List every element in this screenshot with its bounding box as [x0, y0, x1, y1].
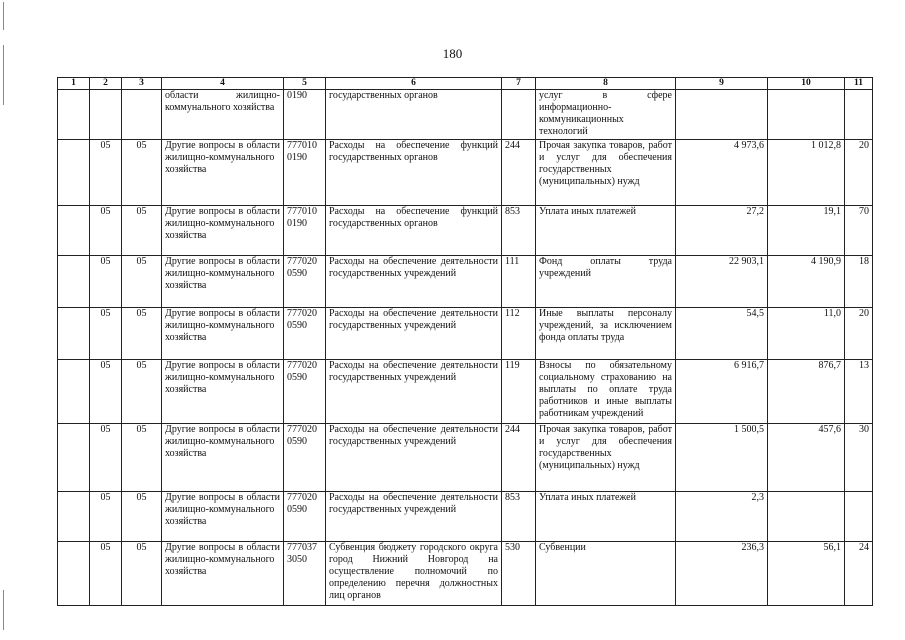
cell-target-code: 777010 0190 — [284, 140, 326, 206]
budget-table — [57, 77, 873, 606]
cell-subsection-name: Другие вопросы в области жилищно-коммунального хозяйства — [162, 206, 284, 256]
header-col-11: 11 — [845, 78, 873, 90]
cell-target-name: Расходы на обеспечение деятельности государственных учреждений — [326, 424, 502, 492]
cell-target-name: Расходы на обеспечение деятельности государственных учреждений — [326, 492, 502, 542]
cell-percent: 20 — [845, 308, 873, 360]
cell-amount-plan: 6 916,7 — [676, 360, 768, 424]
table-row — [58, 140, 873, 206]
cell-target-name: Субвенция бюджету городского округа город Нижний Новгород на осуществление полномочий по определению перечня должностных лиц органов — [326, 542, 502, 606]
cell-expense-type-code: 244 — [502, 424, 536, 492]
cell-expense-type-name: Взносы по обязательному социальному страхованию на выплаты по оплате труда работников и иные выплаты работникам учреждений — [536, 360, 676, 424]
cell-target-code: 777037 3050 — [284, 542, 326, 606]
cell-subsection — [122, 90, 162, 140]
cell-amount-actual: 876,7 — [768, 360, 845, 424]
table-row — [58, 360, 873, 424]
cell-amount-plan: 54,5 — [676, 308, 768, 360]
cell-section: 05 — [90, 424, 122, 492]
cell-expense-type-code: 119 — [502, 360, 536, 424]
cell-col-1 — [58, 424, 90, 492]
cell-subsection-name: Другие вопросы в области жилищно-коммунального хозяйства — [162, 360, 284, 424]
header-col-3: 3 — [122, 78, 162, 90]
table-row — [58, 206, 873, 256]
cell-subsection: 05 — [122, 360, 162, 424]
cell-expense-type-name: Прочая закупка товаров, работ и услуг для обеспечения государственных (муниципальных) нужд — [536, 140, 676, 206]
header-col-6: 6 — [326, 78, 502, 90]
cell-target-code: 777020 0590 — [284, 492, 326, 542]
cell-section: 05 — [90, 256, 122, 308]
cell-amount-actual: 457,6 — [768, 424, 845, 492]
cell-amount-actual — [768, 492, 845, 542]
cell-subsection-name: Другие вопросы в области жилищно-коммунального хозяйства — [162, 140, 284, 206]
cell-section: 05 — [90, 492, 122, 542]
table-row — [58, 308, 873, 360]
cell-subsection-name: Другие вопросы в области жилищно-коммунального хозяйства — [162, 542, 284, 606]
cell-target-name: Расходы на обеспечение функций государственных органов — [326, 140, 502, 206]
cell-amount-plan: 236,3 — [676, 542, 768, 606]
cell-expense-type-name: Фонд оплаты труда учреждений — [536, 256, 676, 308]
cell-percent — [845, 492, 873, 542]
cell-target-code: 777020 0590 — [284, 360, 326, 424]
cell-subsection-name: Другие вопросы в области жилищно-коммунального хозяйства — [162, 308, 284, 360]
table-row — [58, 256, 873, 308]
header-col-9: 9 — [676, 78, 768, 90]
cell-col-1 — [58, 206, 90, 256]
cell-target-code: 777020 0590 — [284, 256, 326, 308]
cell-amount-actual: 19,1 — [768, 206, 845, 256]
header-col-1: 1 — [58, 78, 90, 90]
cell-subsection: 05 — [122, 492, 162, 542]
cell-amount-actual: 56,1 — [768, 542, 845, 606]
cell-section: 05 — [90, 360, 122, 424]
cell-target-name: Расходы на обеспечение деятельности государственных учреждений — [326, 308, 502, 360]
cell-expense-type-code: 111 — [502, 256, 536, 308]
cell-target-code: 777020 0590 — [284, 424, 326, 492]
cell-amount-actual: 11,0 — [768, 308, 845, 360]
cell-amount-plan: 2,3 — [676, 492, 768, 542]
header-col-4: 4 — [162, 78, 284, 90]
cell-amount-plan — [676, 90, 768, 140]
header-row — [58, 78, 873, 90]
table-row — [58, 492, 873, 542]
table-row — [58, 542, 873, 606]
cell-expense-type-code: 112 — [502, 308, 536, 360]
cell-section: 05 — [90, 206, 122, 256]
cell-section: 05 — [90, 308, 122, 360]
cell-col-1 — [58, 492, 90, 542]
cell-percent: 18 — [845, 256, 873, 308]
cell-expense-type-code: 244 — [502, 140, 536, 206]
scan-margin-mark-bottom — [3, 590, 4, 630]
cell-percent: 30 — [845, 424, 873, 492]
cell-target-name: государственных органов — [326, 90, 502, 140]
cell-amount-actual — [768, 90, 845, 140]
cell-percent: 24 — [845, 542, 873, 606]
cell-expense-type-name: Прочая закупка товаров, работ и услуг для обеспечения государственных (муниципальных) нужд — [536, 424, 676, 492]
cell-subsection-name: Другие вопросы в области жилищно-коммунального хозяйства — [162, 424, 284, 492]
cell-subsection: 05 — [122, 140, 162, 206]
cell-expense-type-name: Уплата иных платежей — [536, 492, 676, 542]
cell-expense-type-name: Субвенции — [536, 542, 676, 606]
cell-percent: 70 — [845, 206, 873, 256]
table-row — [58, 90, 873, 140]
cell-expense-type-code: 853 — [502, 206, 536, 256]
header-col-2: 2 — [90, 78, 122, 90]
cell-amount-plan: 27,2 — [676, 206, 768, 256]
cell-target-name: Расходы на обеспечение функций государственных органов — [326, 206, 502, 256]
cell-subsection-name: области жилищно-коммунального хозяйства — [162, 90, 284, 140]
cell-subsection: 05 — [122, 542, 162, 606]
cell-amount-plan: 1 500,5 — [676, 424, 768, 492]
cell-amount-actual: 1 012,8 — [768, 140, 845, 206]
cell-col-1 — [58, 140, 90, 206]
cell-section — [90, 90, 122, 140]
cell-amount-plan: 22 903,1 — [676, 256, 768, 308]
cell-subsection: 05 — [122, 308, 162, 360]
page-number: 180 — [442, 46, 463, 61]
cell-expense-type-code — [502, 90, 536, 140]
cell-subsection: 05 — [122, 206, 162, 256]
header-col-7: 7 — [502, 78, 536, 90]
table-row — [58, 424, 873, 492]
cell-target-code: 777010 0190 — [284, 206, 326, 256]
header-col-8: 8 — [536, 78, 676, 90]
cell-col-1 — [58, 542, 90, 606]
cell-expense-type-name: Уплата иных платежей — [536, 206, 676, 256]
scan-margin-mark-top — [3, 2, 4, 30]
cell-expense-type-name: Иные выплаты персоналу учреждений, за исключением фонда оплаты труда — [536, 308, 676, 360]
cell-amount-plan: 4 973,6 — [676, 140, 768, 206]
cell-percent: 20 — [845, 140, 873, 206]
cell-percent — [845, 90, 873, 140]
header-col-10: 10 — [768, 78, 845, 90]
cell-subsection: 05 — [122, 256, 162, 308]
cell-target-name: Расходы на обеспечение деятельности государственных учреждений — [326, 360, 502, 424]
cell-section: 05 — [90, 140, 122, 206]
header-col-5: 5 — [284, 78, 326, 90]
cell-expense-type-name: услуг в сфере информационно-коммуникационных технологий — [536, 90, 676, 140]
cell-subsection: 05 — [122, 424, 162, 492]
cell-target-code: 777020 0590 — [284, 308, 326, 360]
cell-amount-actual: 4 190,9 — [768, 256, 845, 308]
cell-col-1 — [58, 90, 90, 140]
cell-expense-type-code: 853 — [502, 492, 536, 542]
cell-expense-type-code: 530 — [502, 542, 536, 606]
cell-col-1 — [58, 256, 90, 308]
cell-target-code: 0190 — [284, 90, 326, 140]
cell-section: 05 — [90, 542, 122, 606]
cell-percent: 13 — [845, 360, 873, 424]
cell-col-1 — [58, 360, 90, 424]
cell-subsection-name: Другие вопросы в области жилищно-коммунального хозяйства — [162, 256, 284, 308]
cell-target-name: Расходы на обеспечение деятельности государственных учреждений — [326, 256, 502, 308]
cell-col-1 — [58, 308, 90, 360]
cell-subsection-name: Другие вопросы в области жилищно-коммунального хозяйства — [162, 492, 284, 542]
